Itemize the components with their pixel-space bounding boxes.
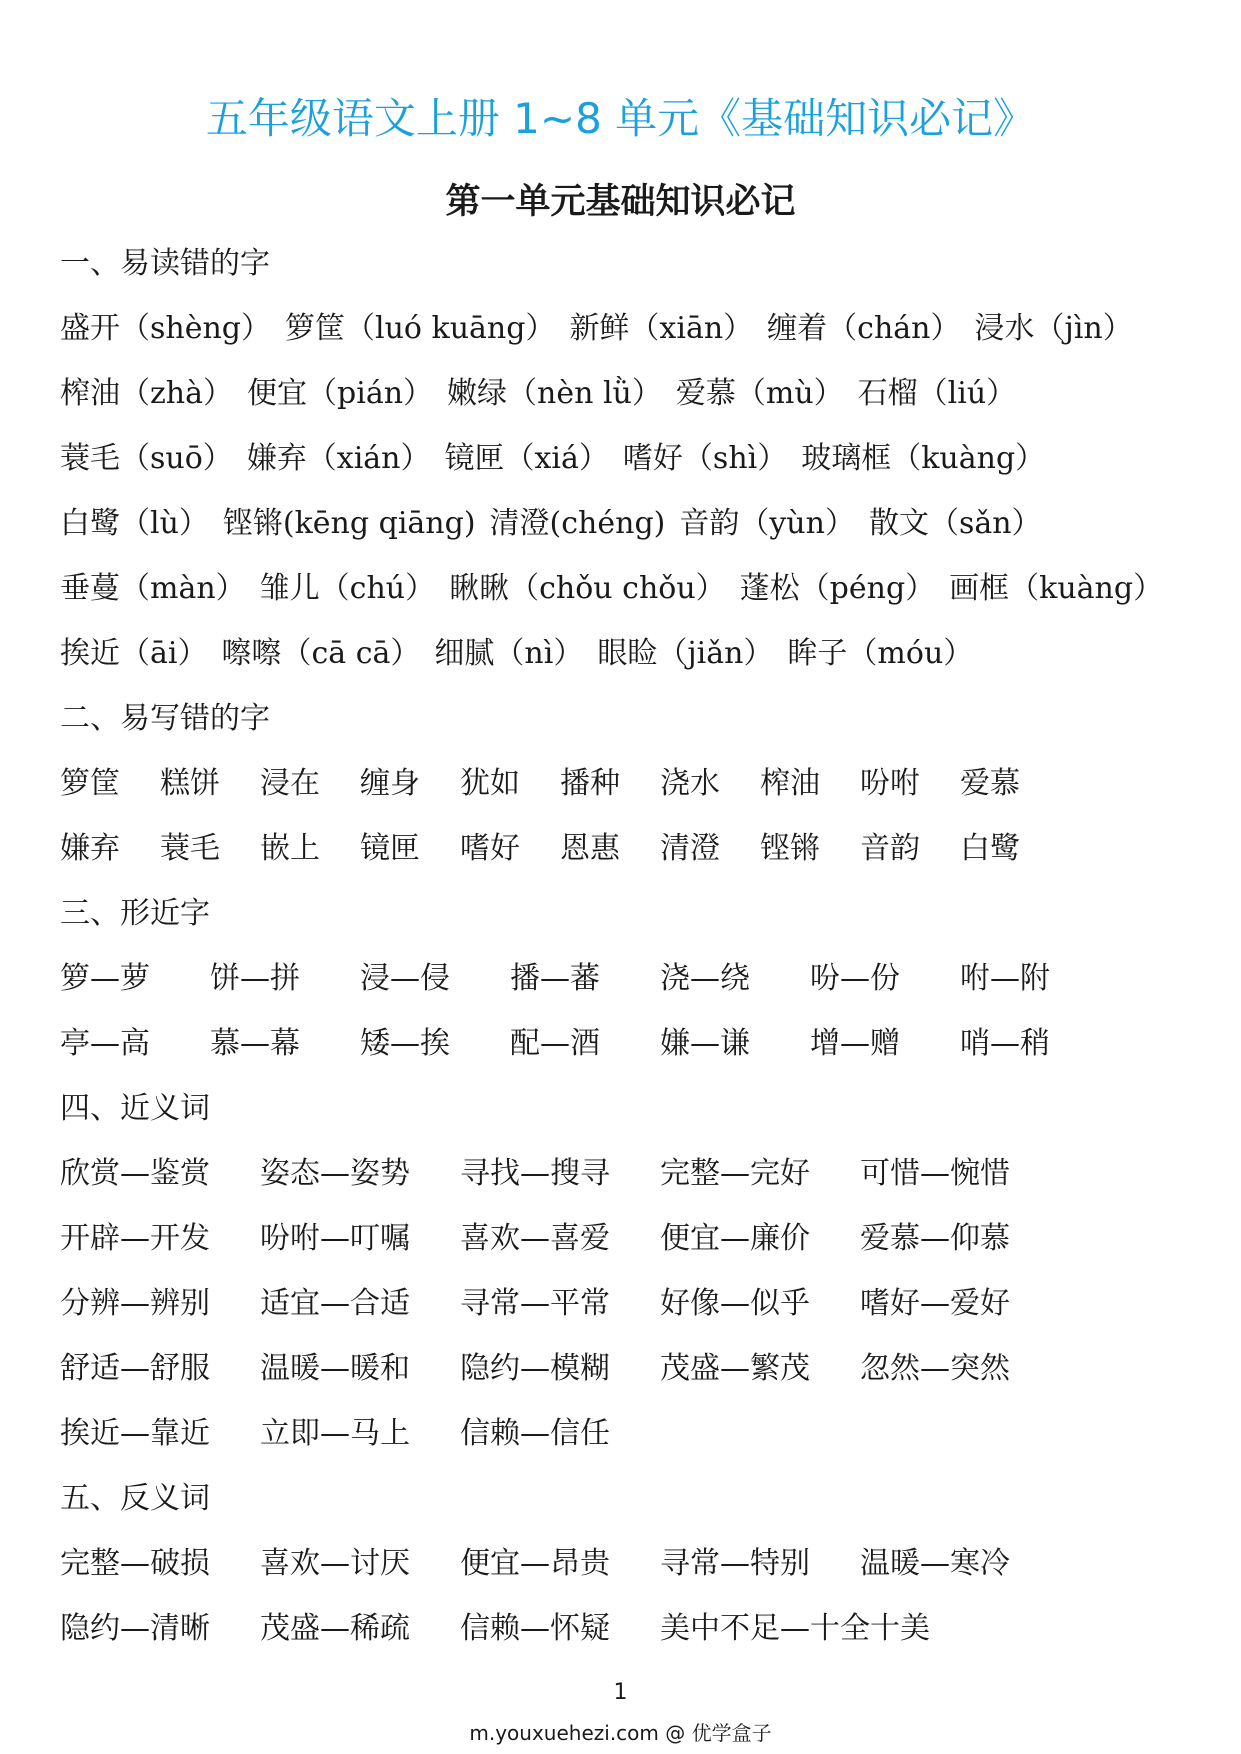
synonym-entry: 忽然—突然 [860, 1351, 1010, 1386]
pinyin-entry: 挨近（āi） [60, 636, 208, 671]
pinyin-row [60, 439, 1190, 504]
synonym-entry: 温暖—暖和 [260, 1351, 410, 1386]
synonym-entry: 挨近—靠近 [60, 1416, 210, 1451]
section-heading-antonyms: 五、反义词 [60, 1481, 210, 1516]
synonym-entry: 隐约—模糊 [460, 1351, 610, 1386]
synonym-entry: 喜欢—喜爱 [460, 1221, 610, 1256]
word-entry: 白鹭 [960, 831, 1020, 866]
synonym-entry: 寻常—平常 [460, 1286, 610, 1321]
word-entry: 嵌上 [260, 831, 320, 866]
pinyin-entry: 细腻（nì） [434, 636, 584, 671]
similar-char-row [60, 1024, 1190, 1089]
word-row [60, 829, 1190, 894]
word-entry: 浇水 [660, 766, 720, 801]
pinyin-entry: 清澄(chéng) [489, 506, 666, 541]
word-entry: 浸在 [260, 766, 320, 801]
synonym-row [60, 1219, 1190, 1284]
pinyin-entry: 嚓嚓（cā cā） [221, 636, 421, 671]
antonym-entry: 喜欢—讨厌 [260, 1546, 410, 1581]
word-entry: 恩惠 [560, 831, 620, 866]
word-entry: 清澄 [660, 831, 720, 866]
pinyin-entry: 浸水（jìn） [974, 311, 1133, 346]
antonym-row [60, 1544, 1190, 1609]
antonym-entry: 茂盛—稀疏 [260, 1611, 410, 1646]
similar-char-entry: 饼—拼 [210, 961, 300, 996]
pinyin-entry: 蓑毛（suō） [60, 441, 233, 476]
similar-char-entry: 增—赠 [810, 1026, 900, 1061]
page-title: 五年级语文上册 1~8 单元《基础知识必记》 [205, 94, 1036, 143]
pinyin-entry: 嫩绿（nèn lǜ） [447, 376, 662, 411]
pinyin-entry: 盛开（shèng） [60, 311, 271, 346]
synonym-entry: 寻找—搜寻 [460, 1156, 610, 1191]
pinyin-entry: 瞅瞅（chǒu chǒu） [449, 571, 726, 606]
pinyin-entry: 缠着（chán） [767, 311, 961, 346]
pinyin-entry: 垂蔓（màn） [60, 571, 246, 606]
word-entry: 爱慕 [960, 766, 1020, 801]
antonym-entry: 温暖—寒冷 [860, 1546, 1010, 1581]
pinyin-entry: 新鲜（xiān） [569, 311, 754, 346]
antonym-entry: 寻常—特别 [660, 1546, 810, 1581]
word-entry: 嫌弃 [60, 831, 120, 866]
synonym-entry: 爱慕—仰慕 [860, 1221, 1010, 1256]
synonym-row [60, 1349, 1190, 1414]
antonym-entry: 隐约—清晰 [60, 1611, 210, 1646]
section-heading-miswritten: 二、易写错的字 [60, 701, 270, 736]
pinyin-entry: 箩筐（luó kuāng） [285, 311, 556, 346]
pinyin-entry: 白鹭（lù） [60, 506, 209, 541]
word-entry: 播种 [560, 766, 620, 801]
similar-char-entry: 哨—稍 [960, 1026, 1050, 1061]
synonym-entry: 欣赏—鉴赏 [60, 1156, 210, 1191]
section-heading-similar-chars: 三、形近字 [60, 896, 210, 931]
pinyin-entry: 榨油（zhà） [60, 376, 234, 411]
synonym-entry: 立即—马上 [260, 1416, 410, 1451]
word-entry: 缠身 [360, 766, 420, 801]
similar-char-entry: 配—酒 [510, 1026, 600, 1061]
antonym-entry: 信赖—怀疑 [460, 1611, 610, 1646]
similar-char-entry: 吩—份 [810, 961, 900, 996]
pinyin-entry: 玻璃框（kuàng） [801, 441, 1046, 476]
footer-watermark: m.youxuehezi.com @ 优学盒子 [469, 1721, 772, 1745]
synonym-entry: 可惜—惋惜 [860, 1156, 1010, 1191]
synonym-entry: 便宜—廉价 [660, 1221, 810, 1256]
pinyin-entry: 嫌弃（xián） [246, 441, 431, 476]
synonym-entry: 姿态—姿势 [260, 1156, 410, 1191]
similar-char-row [60, 959, 1190, 1024]
synonym-entry: 完整—完好 [660, 1156, 810, 1191]
synonym-entry: 吩咐—叮嘱 [260, 1221, 410, 1256]
pinyin-entry: 爱慕（mù） [675, 376, 844, 411]
antonym-entry: 美中不足—十全十美 [660, 1611, 930, 1646]
pinyin-entry: 眼睑（jiǎn） [597, 636, 774, 671]
synonym-entry: 嗜好—爱好 [860, 1286, 1010, 1321]
pinyin-entry: 蓬松（péng） [739, 571, 936, 606]
synonym-entry: 信赖—信任 [460, 1416, 610, 1451]
page-number: 1 [613, 1680, 628, 1705]
content [60, 244, 1190, 1674]
antonym-entry: 完整—破损 [60, 1546, 210, 1581]
unit-title: 第一单元基础知识必记 [445, 181, 796, 222]
word-entry: 犹如 [460, 766, 520, 801]
similar-char-entry: 播—蕃 [510, 961, 600, 996]
synonym-row [60, 1154, 1190, 1219]
antonym-entry: 便宜—昂贵 [460, 1546, 610, 1581]
synonym-entry: 分辨—辨别 [60, 1286, 210, 1321]
pinyin-entry: 画框（kuàng） [949, 571, 1164, 606]
pinyin-row [60, 569, 1190, 634]
word-entry: 蓑毛 [160, 831, 220, 866]
similar-char-entry: 矮—挨 [360, 1026, 450, 1061]
word-entry: 嗜好 [460, 831, 520, 866]
pinyin-entry: 雏儿（chú） [259, 571, 436, 606]
similar-char-entry: 亭—高 [60, 1026, 150, 1061]
section-heading-misread: 一、易读错的字 [60, 246, 270, 281]
word-entry: 铿锵 [760, 831, 820, 866]
pinyin-entry: 镜匣（xiá） [444, 441, 609, 476]
similar-char-entry: 慕—幕 [210, 1026, 300, 1061]
similar-char-entry: 浇—绕 [660, 961, 750, 996]
synonym-row [60, 1414, 1190, 1479]
word-entry: 箩筐 [60, 766, 120, 801]
synonym-entry: 舒适—舒服 [60, 1351, 210, 1386]
word-entry: 糕饼 [160, 766, 220, 801]
pinyin-entry: 石榴（liú） [857, 376, 1017, 411]
similar-char-entry: 浸—侵 [360, 961, 450, 996]
pinyin-entry: 铿锵(kēng qiāng) [222, 506, 476, 541]
synonym-entry: 茂盛—繁茂 [660, 1351, 810, 1386]
similar-char-entry: 箩—萝 [60, 961, 150, 996]
antonym-row [60, 1609, 1190, 1674]
pinyin-entry: 音韵（yùn） [679, 506, 855, 541]
synonym-entry: 适宜—合适 [260, 1286, 410, 1321]
similar-char-entry: 咐—附 [960, 961, 1050, 996]
word-entry: 吩咐 [860, 766, 920, 801]
similar-char-entry: 嫌—谦 [660, 1026, 750, 1061]
word-entry: 榨油 [760, 766, 820, 801]
synonym-entry: 开辟—开发 [60, 1221, 210, 1256]
pinyin-row [60, 504, 1190, 569]
pinyin-row [60, 634, 1190, 699]
pinyin-entry: 便宜（pián） [247, 376, 434, 411]
pinyin-entry: 散文（sǎn） [868, 506, 1042, 541]
pinyin-row [60, 309, 1190, 374]
pinyin-entry: 眸子（móu） [787, 636, 974, 671]
pinyin-entry: 嗜好（shì） [622, 441, 788, 476]
synonym-entry: 好像—似乎 [660, 1286, 810, 1321]
synonym-row [60, 1284, 1190, 1349]
pinyin-row [60, 374, 1190, 439]
section-heading-synonyms: 四、近义词 [60, 1091, 210, 1126]
word-entry: 镜匣 [360, 831, 420, 866]
word-row [60, 764, 1190, 829]
word-entry: 音韵 [860, 831, 920, 866]
